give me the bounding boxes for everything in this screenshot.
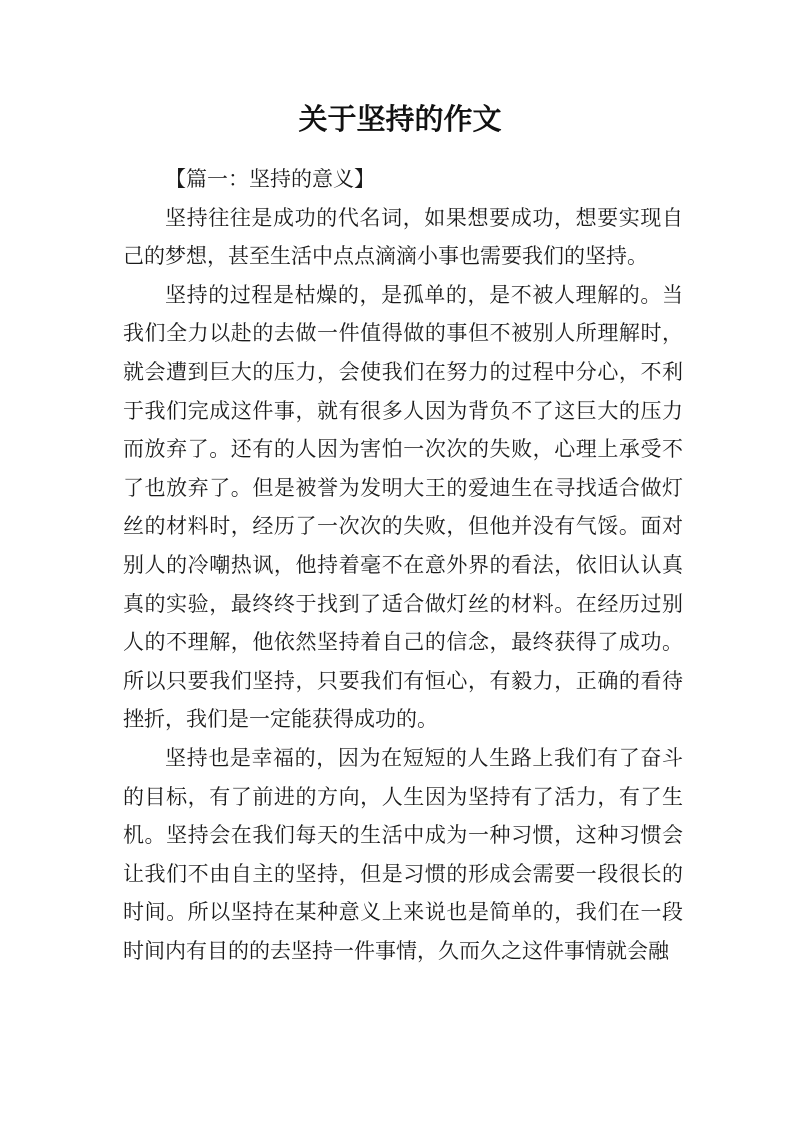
paragraph-1: 坚持往往是成功的代名词，如果想要成功，想要实现自己的梦想，甚至生活中点点滴滴小事也需要我们的坚持。 (123, 205, 683, 269)
document-title: 关于坚持的作文 (298, 102, 502, 136)
paragraph-2: 坚持的过程是枯燥的，是孤单的，是不被人理解的。当我们全力以赴的去做一件值得做的事但不被别人所理解时，就会遭到巨大的压力，会使我们在努力的过程中分心，不利于我们完成这件事，就有很多人因为背负不了这巨大的压力而放弃了。还有的人因为害怕一次次的失败，心理上承受不了也放弃了。但是被誉为发明大王的爱迪生在寻找适合做灯丝的材料时，经历了一次次的失败，但他并没有气馁。面对别人的冷嘲热讽，他持着毫不在意外界的看法，依旧认认真真的实验，最终终于找到了适合做灯丝的材料。在经历过别人的不理解，他依然坚持着自己的信念，最终获得了成功。所以只要我们坚持，只要我们有恒心，有毅力，正确的看待挫折，我们是一定能获得成功的。 (123, 282, 683, 732)
document-body (123, 160, 683, 970)
section-heading: 【篇一：坚持的意义】 (165, 167, 375, 191)
paragraph-3: 坚持也是幸福的，因为在短短的人生路上我们有了奋斗的目标，有了前进的方向，人生因为坚持有了活力，有了生机。坚持会在我们每天的生活中成为一种习惯，这种习惯会让我们不由自主的坚持，但是习惯的形成会需要一段很长的时间。所以坚持在某种意义上来说也是简单的，我们在一段时间内有目的的去坚持一件事情，久而久之这件事情就会融 (123, 745, 683, 963)
